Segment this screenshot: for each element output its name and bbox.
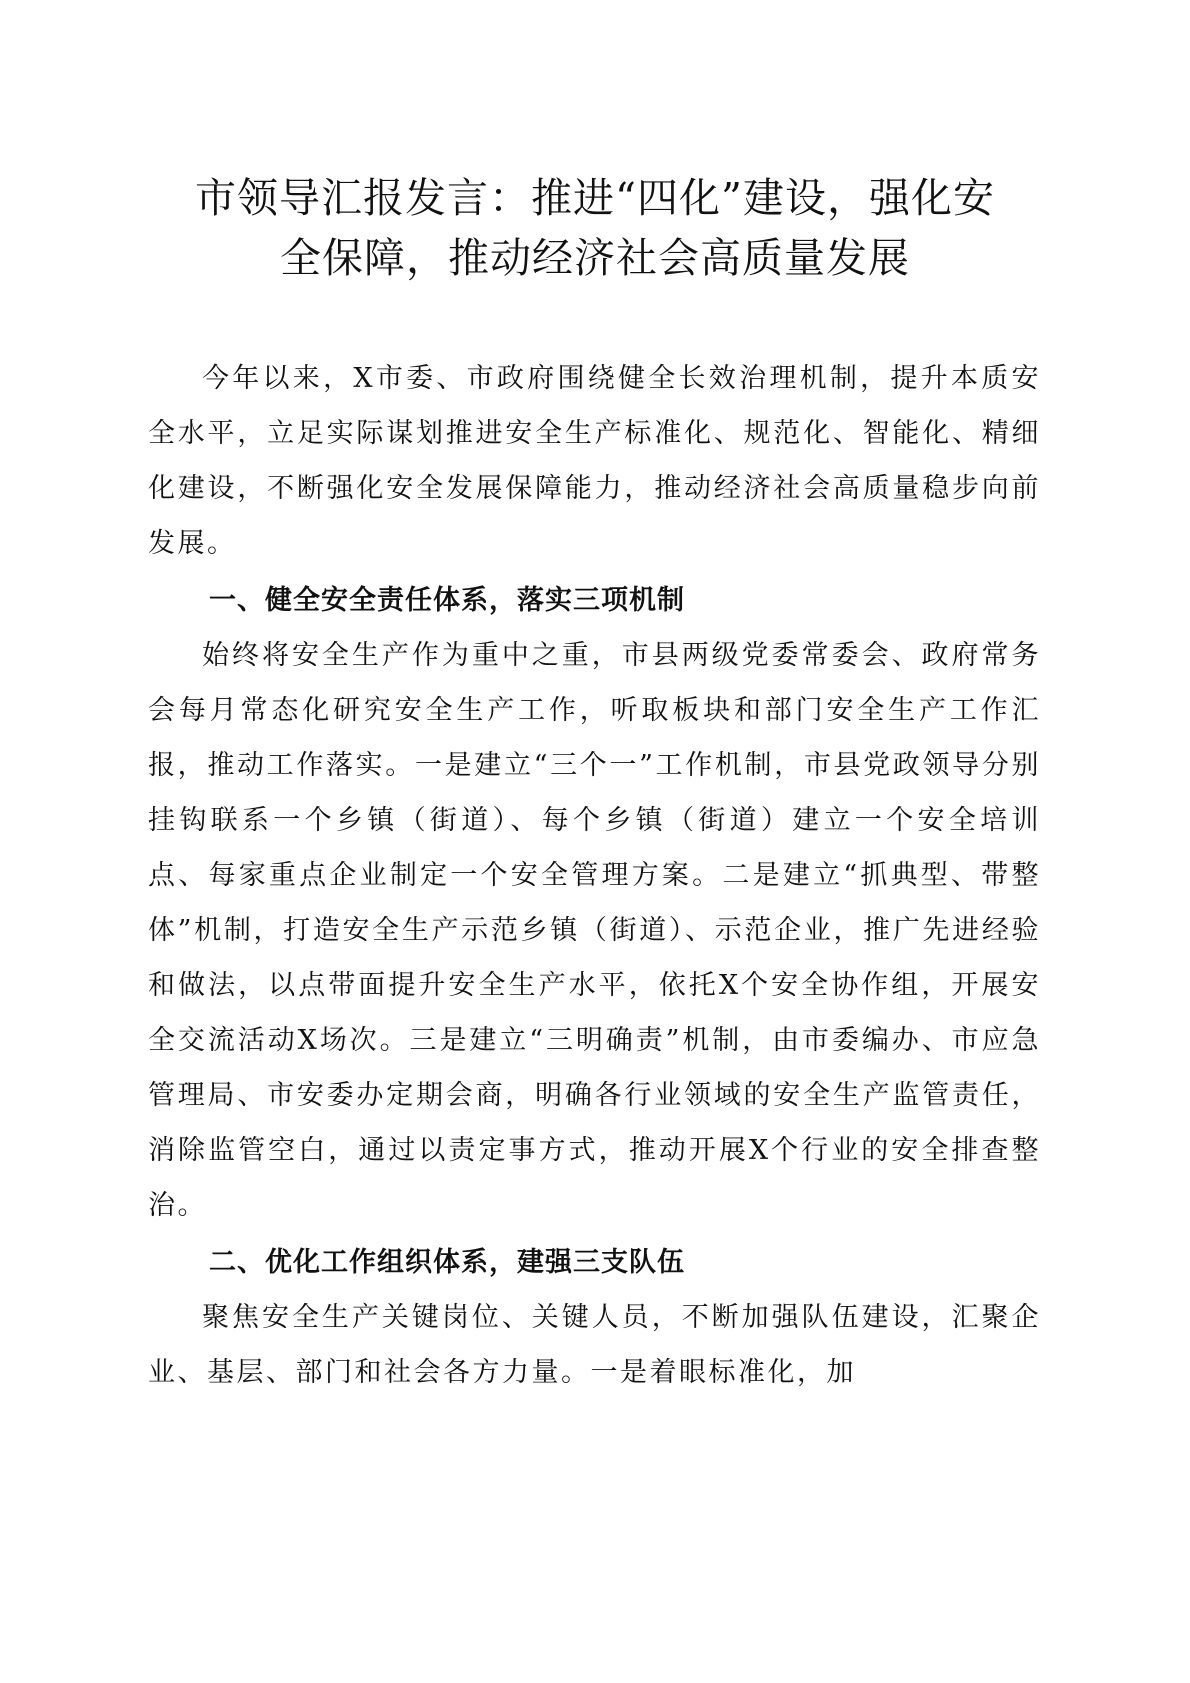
intro-paragraph: 今年以来，X市委、市政府围绕健全长效治理机制，提升本质安全水平，立足实际谋划推进安全生产标准化、规范化、智能化、精细化建设，不断强化安全发展保障能力，推动经济社会高质量稳步向前发展。 (148, 363, 1041, 559)
section-1-paragraph: 始终将安全生产作为重中之重，市县两级党委常委会、政府常务会每月常态化研究安全生产工作，听取板块和部门安全生产工作汇报，推动工作落实。一是建立“三个一”工作机制，市县党政领导分别挂钩联系一个乡镇（街道）、每个乡镇（街道）建立一个安全培训点、每家重点企业制定一个安全管理方案。二是建立“抓典型、带整体”机制，打造安全生产示范乡镇（街道）、示范企业，推广先进经验和做法，以点带面提升安全生产水平，依托X个安全协作组，开展安全交流活动X场次。三是建立“三明确责”机制，由市委编办、市应急管理局、市安委办定期会商，明确各行业领域的安全生产监管责任，消除监管空白，通过以责定事方式，推动开展X个行业的安全排查整治。 (148, 640, 1041, 1221)
title-line-2: 全保障，推动经济社会高质量发展 (280, 234, 910, 282)
document-title (150, 168, 1040, 288)
section-heading-1: 一、健全安全责任体系，落实三项机制 (209, 585, 685, 616)
section-heading-2: 二、优化工作组织体系，建强三支队伍 (209, 1247, 685, 1278)
section-2-paragraph: 聚焦安全生产关键岗位、关键人员，不断加强队伍建设，汇聚企业、基层、部门和社会各方力量。一是着眼标准化，加 (148, 1302, 1041, 1388)
title-line-1: 市领导汇报发言：推进“四化”建设，强化安 (195, 174, 995, 222)
document-body (148, 351, 1041, 1400)
